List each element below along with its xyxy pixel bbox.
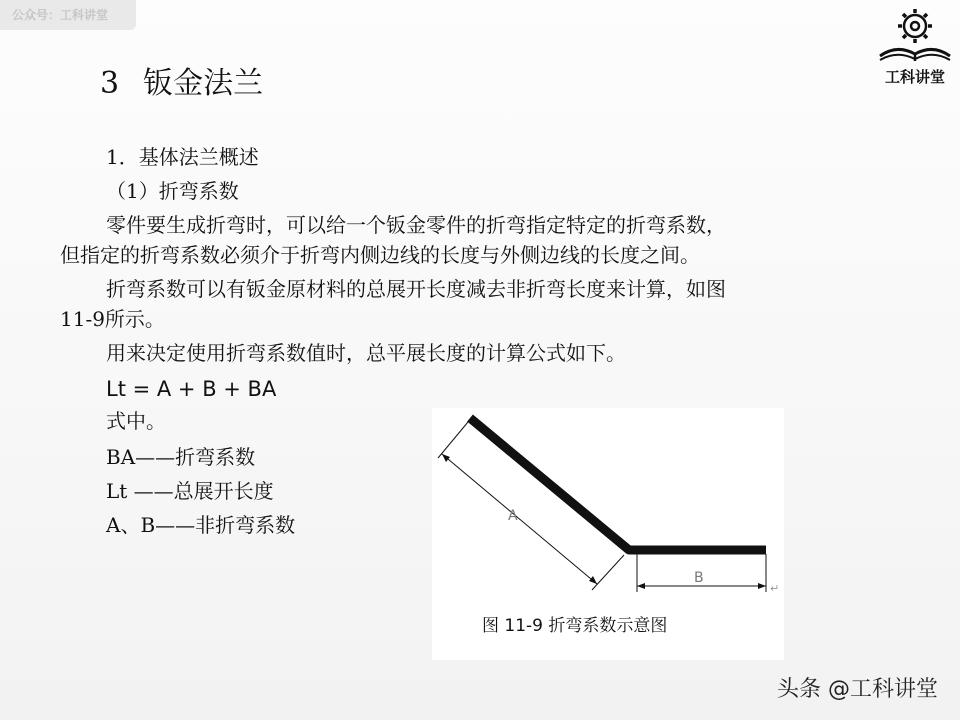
- definition-lt: Lt ——总展开长度: [106, 479, 274, 503]
- paragraph-line: 11-9所示。: [60, 307, 165, 331]
- bottom-watermark: 头条 @工科讲堂: [777, 677, 938, 702]
- subsection-heading: （1）折弯系数: [106, 179, 239, 203]
- figure-caption: 图 11-9 折弯系数示意图: [482, 616, 668, 636]
- heading-number: 3: [100, 66, 120, 101]
- logo-text: 工科讲堂: [884, 68, 945, 86]
- formula: Lt = A + B + BA: [106, 377, 277, 401]
- extension-line-a-bottom: [592, 555, 624, 590]
- label-a: A: [508, 508, 518, 524]
- arrow-a-end: [589, 576, 597, 584]
- bend-figure: [432, 408, 784, 660]
- definition-ab: A、B——非折弯系数: [106, 513, 296, 537]
- bend-diagram: [432, 408, 784, 660]
- dimension-line-a: [442, 454, 597, 584]
- extension-line-a-top: [438, 422, 468, 458]
- arrow-b-start: [637, 583, 645, 589]
- paragraph-line: 折弯系数可以有钣金原材料的总展开长度减去非折弯长度来计算，如图: [106, 277, 726, 301]
- heading-title: 钣金法兰: [143, 66, 264, 101]
- paragraph-line: 但指定的折弯系数必须介于折弯内侧边线的长度与外侧边线的长度之间。: [60, 243, 700, 267]
- arrow-a-start: [442, 454, 450, 462]
- section-heading: 1．基体法兰概述: [106, 145, 259, 169]
- definition-ba: BA——折弯系数: [106, 445, 256, 469]
- sheet-metal-profile: [470, 418, 766, 550]
- top-watermark: 公众号：工科讲堂: [0, 0, 136, 30]
- paragraph-line: 用来决定使用折弯系数值时，总平展长度的计算公式如下。: [106, 341, 626, 365]
- arrow-b-end: [758, 583, 766, 589]
- paragraph-line: 零件要生成折弯时，可以给一个钣金零件的折弯指定特定的折弯系数，: [106, 213, 726, 237]
- where-label: 式中。: [106, 409, 166, 433]
- page-title: [100, 58, 263, 102]
- label-b: B: [694, 570, 704, 586]
- return-mark: ↵: [770, 582, 780, 595]
